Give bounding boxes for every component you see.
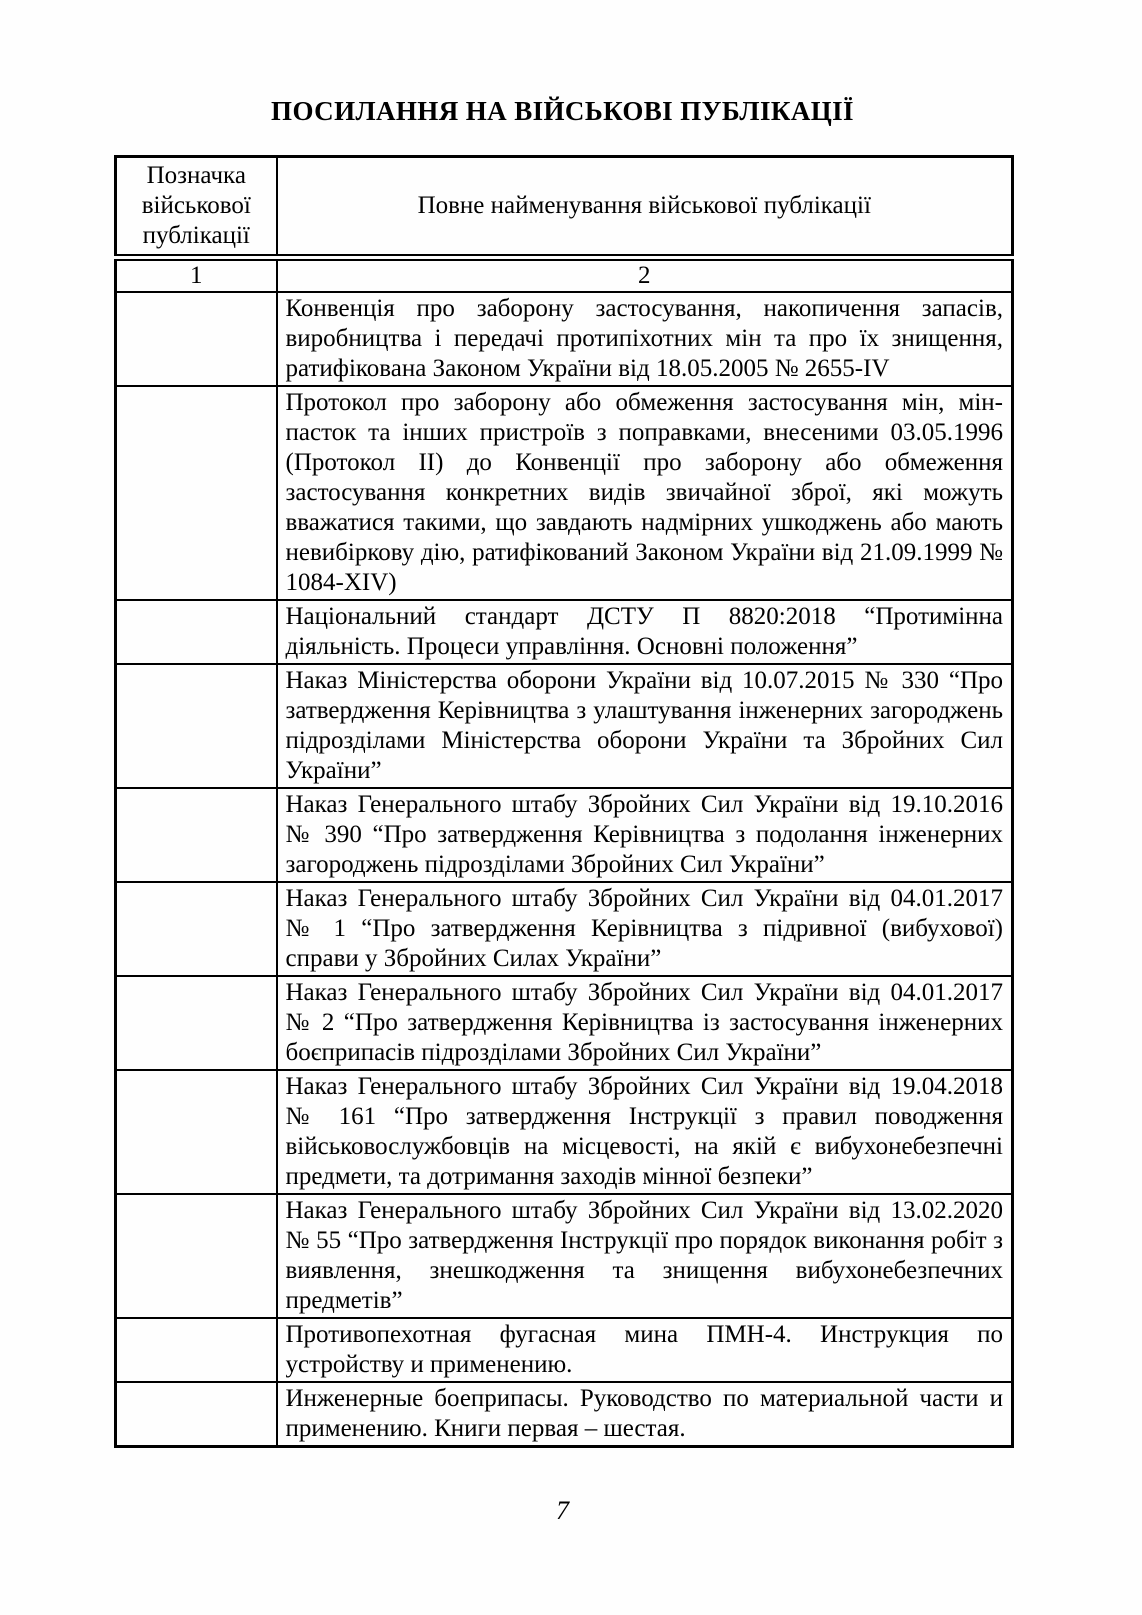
page-number: 7 [556, 1496, 569, 1525]
table-row [116, 1318, 1013, 1382]
publication-cell: Инженерные боеприпасы. Руководство по материальной части и применению. Книги первая – шестая. [277, 1382, 1013, 1447]
page-title: ПОСИЛАННЯ НА ВІЙСЬКОВІ ПУБЛІКАЦІЇ [271, 96, 854, 126]
publication-cell: Наказ Міністерства оборони України від 10.07.2015 № 330 “Про затвердження Керівництва з улаштування інженерних загороджень підрозділами Міністерства оборони України та Збройних Сил України” [277, 664, 1013, 788]
header-full-name: Повне найменування військової публікації [277, 157, 1013, 258]
table-row [116, 788, 1013, 882]
publications-table [114, 155, 1014, 1448]
table-header-row [116, 157, 1013, 258]
publication-cell: Наказ Генерального штабу Збройних Сил України від 19.04.2018 № 161 “Про затвердження Інструкції з правил поводження військовослужбовців на місцевості, на якій є вибухонебезпечні предмети, та дотримання заходів мінної безпеки” [277, 1070, 1013, 1194]
designation-cell [116, 882, 277, 976]
table-row [116, 664, 1013, 788]
designation-cell [116, 600, 277, 664]
designation-cell [116, 386, 277, 600]
column-number-full-name: 2 [277, 258, 1013, 293]
column-numbering-row [116, 258, 1013, 293]
designation-cell [116, 976, 277, 1070]
publication-cell: Наказ Генерального штабу Збройних Сил України від 04.01.2017 № 2 “Про затвердження Керівництва із застосування інженерних боєприпасів підрозділами Збройних Сил України” [277, 976, 1013, 1070]
designation-cell [116, 1194, 277, 1318]
publication-cell: Наказ Генерального штабу Збройних Сил України від 04.01.2017 № 1 “Про затвердження Керівництва з підривної (вибухової) справи у Збройних Силах України” [277, 882, 1013, 976]
publication-cell: Наказ Генерального штабу Збройних Сил України від 13.02.2020 № 55 “Про затвердження Інструкції про порядок виконання робіт з виявлення, знешкодження та знищення вибухонебезпечних предметів” [277, 1194, 1013, 1318]
publication-cell: Протокол про заборону або обмеження застосування мін, мін-пасток та інших пристроїв з поправками, внесеними 03.05.1996 (Протокол ІІ) до Конвенції про заборону або обмеження застосування конкретних видів звичайної зброї, які можуть вважатися такими, що завдають надмірних ушкоджень або мають невибіркову дію, ратифікований Законом України від 21.09.1999 № 1084-XIV) [277, 386, 1013, 600]
designation-cell [116, 292, 277, 386]
designation-cell [116, 1070, 277, 1194]
column-number-designation: 1 [116, 258, 277, 293]
table-row [116, 1070, 1013, 1194]
table-row [116, 882, 1013, 976]
designation-cell [116, 788, 277, 882]
designation-cell [116, 664, 277, 788]
table-row [116, 976, 1013, 1070]
table-row [116, 1382, 1013, 1447]
designation-cell [116, 1318, 277, 1382]
designation-cell [116, 1382, 277, 1447]
header-designation: Позначка військової публікації [116, 157, 277, 258]
publication-cell: Наказ Генерального штабу Збройних Сил України від 19.10.2016 № 390 “Про затвердження Керівництва з подолання інженерних загороджень підрозділами Збройних Сил України” [277, 788, 1013, 882]
table-row [116, 600, 1013, 664]
publication-cell: Конвенція про заборону застосування, накопичення запасів, виробництва і передачі протипіхотних мін та про їх знищення, ратифікована Законом України від 18.05.2005 № 2655-IV [277, 292, 1013, 386]
publication-cell: Противопехотная фугасная мина ПМН-4. Инструкция по устройству и применению. [277, 1318, 1013, 1382]
publication-cell: Національний стандарт ДСТУ П 8820:2018 “Протимінна діяльність. Процеси управління. Основні положення” [277, 600, 1013, 664]
table-row [116, 292, 1013, 386]
table-row [116, 1194, 1013, 1318]
table-row [116, 386, 1013, 600]
